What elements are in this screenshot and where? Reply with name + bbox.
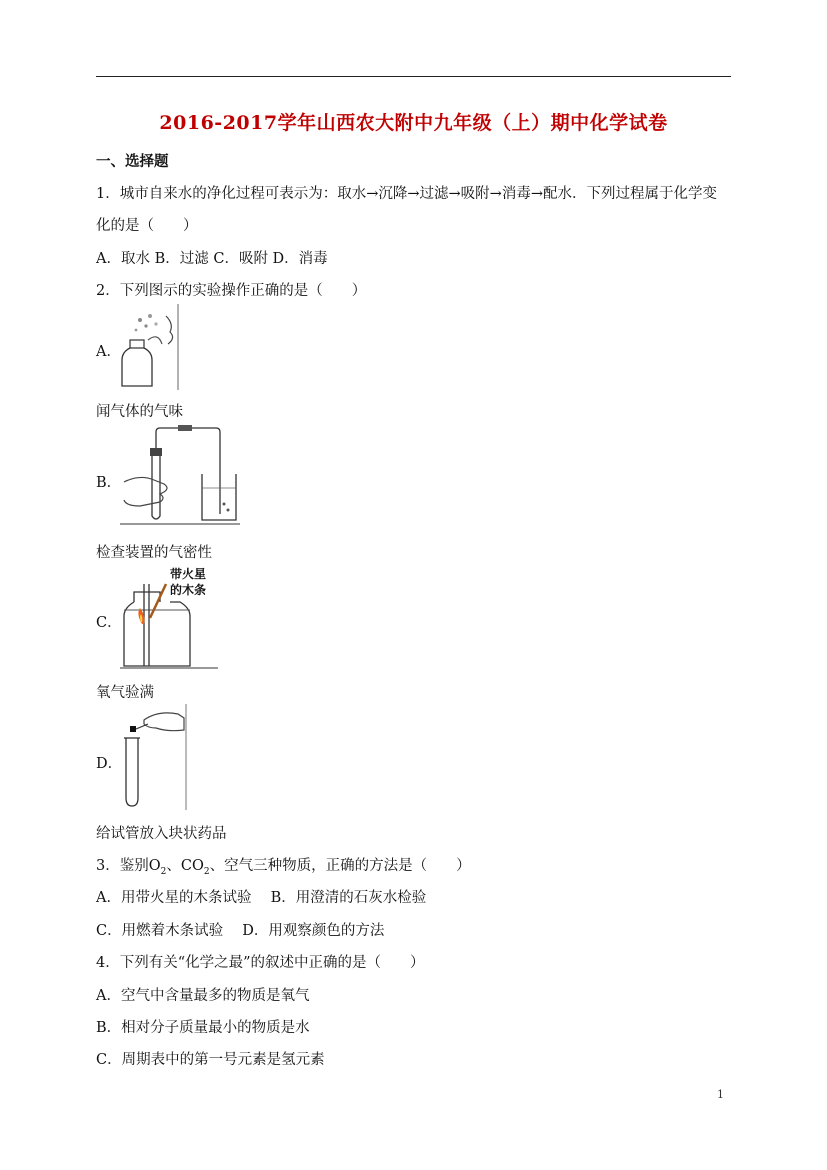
q1-stem-line1: 1．城市自来水的净化过程可表示为：取水→沉降→过滤→吸附→消毒→配水．下列过程属于化学变 (96, 186, 717, 202)
q1-options: A．取水 B．过滤 C．吸附 D．消毒 (96, 251, 328, 267)
q3-stem-pre: 3．鉴别O (96, 858, 161, 874)
q3-stem (96, 854, 471, 877)
q2-stem: 2．下列图示的实验操作正确的是（ ） (96, 283, 367, 299)
q3-sub1: 2 (160, 866, 167, 877)
q4-option-b: B．相对分子质量最小的物质是水 (96, 1020, 310, 1036)
q3-sub2: 2 (203, 866, 210, 877)
airtightness-figure (120, 424, 242, 528)
q2-option-b-label: B． (96, 475, 122, 491)
c-fig-text-1: 带火星 (170, 567, 207, 581)
header-rule (96, 76, 731, 77)
c-fig-text-2: 的木条 (170, 583, 207, 597)
page-title: 2016-2017学年山西农大附中九年级（上）期中化学试卷 (159, 112, 668, 134)
q3-stem-mid: 、CO (166, 858, 204, 874)
solid-testtube-figure (118, 704, 190, 810)
q2-option-a-label: A． (96, 344, 121, 360)
q2-option-d-caption: 给试管放入块状药品 (96, 826, 227, 842)
q2-option-b-caption: 检查装置的气密性 (96, 545, 212, 561)
q1-stem-line2: 化的是（ ） (96, 218, 198, 234)
q2-option-c-label: C． (96, 615, 122, 631)
q3-options-line1: A．用带火星的木条试验 B．用澄清的石灰水检验 (96, 890, 427, 906)
q4-option-c: C．周期表中的第一号元素是氢元素 (96, 1052, 325, 1068)
q3-stem-post: 、空气三种物质，正确的方法是（ ） (209, 858, 471, 874)
smell-gas-figure (118, 304, 180, 390)
q2-option-d-label: D． (96, 756, 123, 772)
q4-stem: 4．下列有关“化学之最”的叙述中正确的是（ ） (96, 955, 425, 971)
page-number: 1 (717, 1088, 724, 1101)
q3-options-line2: C．用燃着木条试验 D．用观察颜色的方法 (96, 923, 385, 939)
q4-option-a: A．空气中含量最多的物质是氧气 (96, 988, 310, 1004)
q2-option-c-caption: 氧气验满 (96, 685, 154, 701)
q2-option-a-caption: 闻气体的气味 (96, 404, 183, 420)
section-heading: 一、选择题 (96, 153, 169, 170)
oxygen-test-figure (120, 564, 220, 670)
